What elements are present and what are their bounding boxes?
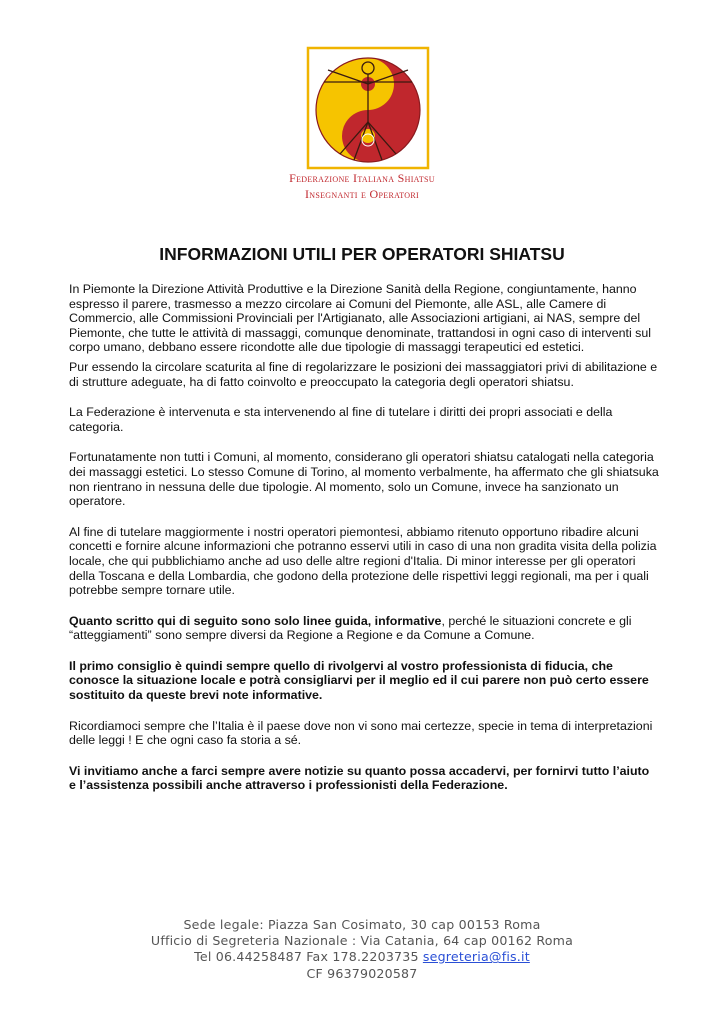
footer-sede-legale: Sede legale: Piazza San Cosimato, 30 cap 00153 Roma bbox=[183, 917, 541, 932]
paragraph-comuni-situazione: Fortunatamente non tutti i Comuni, al momento, considerano gli operatori shiatsu catalogati nella categoria dei massaggi estetici. Lo stesso Comune di Torino, al momento verbalmente, ha affermato che gli shiatsuka non rientrano in nessuna delle due tipologie. Al momento, solo un Comune, invece ha sanzionato un operatore. bbox=[69, 450, 659, 509]
org-name-line1: Federazione Italiana Shiatsu bbox=[289, 171, 435, 185]
footer-tel-fax: Tel 06.44258487 Fax 178.2203735 bbox=[194, 949, 423, 965]
email-link[interactable]: segreteria@fis.it bbox=[422, 949, 530, 965]
paragraph-federazione-intervento: La Federazione è intervenuta e sta intervenendo al fine di tutelare i diritti dei propri associati e della categoria. bbox=[69, 405, 613, 434]
linee-guida-rest: , perché le situazioni concrete e gli “atteggiamenti” sono sempre diversi da Regione a Regione e da Comune a Comune. bbox=[69, 613, 632, 643]
federation-logo bbox=[304, 44, 432, 172]
paragraph-primo-consiglio: Il primo consiglio è quindi sempre quello di rivolgervi al vostro professionista di fiducia, che conosce la situazione locale e potrà consigliarvi per il meglio ed il cui parere non può certo essere sostituito da queste brevi note informative. bbox=[69, 658, 649, 703]
footer-contacts bbox=[0, 917, 724, 982]
paragraph-linee-guida bbox=[69, 614, 659, 643]
paragraph-piemonte-circolare: In Piemonte la Direzione Attività Produttive e la Direzione Sanità della Regione, congiuntamente, hanno espresso il parere, trasmesso a mezzo circolare ai Comuni del Piemonte, alle ASL, alle Camere di Commercio, alle Commissioni Provinciali per l'Artigianato, alle Associazioni artigiani, ai NAS, sempre del Piemonte, che tutte le attività di massaggi, comunque denominate, trattandosi in ogni caso di interventi sul corpo umano, debbano essere ricondotte alle due tipologie di massaggi terapeutici ed estetici. bbox=[69, 282, 652, 355]
paragraph-italia-certezze: Ricordiamoci sempre che l’Italia è il paese dove non vi sono mai certezze, specie in tema di interpretazioni delle leggi ! E che ogni caso fa storia a sé. bbox=[69, 718, 653, 748]
paragraph-circolare-scopo: Pur essendo la circolare scaturita al fine di regolarizzare le posizioni dei massaggiatori privi di abilitazione e di strutture adeguate, ha di fatto coinvolto e preoccupato la categoria degli operatori shiatsu. bbox=[69, 359, 658, 389]
document-body bbox=[69, 282, 659, 793]
document-title: INFORMAZIONI UTILI PER OPERATORI SHIATSU bbox=[159, 244, 565, 264]
footer-codice-fiscale: CF 96379020587 bbox=[306, 965, 418, 981]
org-name-line2: Insegnanti e Operatori bbox=[304, 187, 419, 201]
linee-guida-emphasis: Quanto scritto qui di seguito sono solo linee guida, informative bbox=[69, 613, 442, 628]
vitruvian-yin-yang-icon bbox=[304, 44, 432, 172]
footer-ufficio-segreteria: Ufficio di Segreteria Nazionale : Via Catania, 64 cap 00162 Roma bbox=[150, 933, 574, 949]
paragraph-invito-notizie: Vi invitiamo anche a farci sempre avere notizie su quanto possa accadervi, per fornirvi tutto l’aiuto e l’assistenza possibili anche attraverso i professionisti della Federazione. bbox=[69, 763, 650, 793]
footer-phone-email bbox=[0, 949, 724, 965]
paragraph-tutela-operatori: Al fine di tutelare maggiormente i nostri operatori piemontesi, abbiamo ritenuto opportuno ribadire alcuni concetti e fornire alcune informazioni che potranno esservi utili in caso di una non gradita visita della polizia locale, che qui pubblichiamo anche ad uso delle altre regioni d'Italia. Di minor interesse per gli operatori della Toscana e della Lombardia, che godono della protezione delle rispettivi leggi regionali, ma per i quali potrebbe sempre tornare utile. bbox=[69, 524, 657, 598]
